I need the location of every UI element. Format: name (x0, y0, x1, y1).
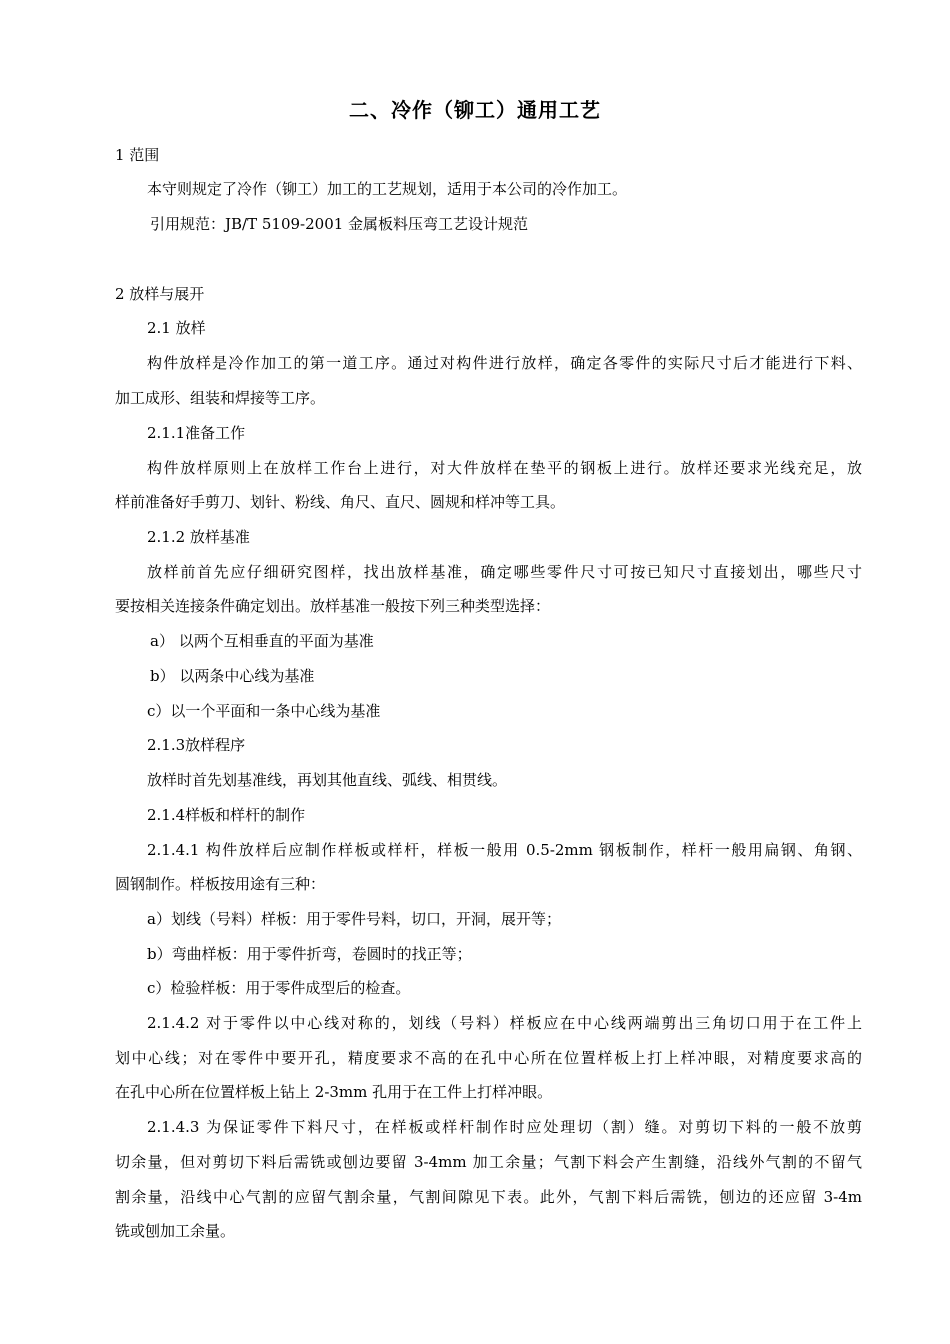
paragraph-line: 构件放样是冷作加工的第一道工序。通过对构件进行放样，确定各零件的实际尺寸后才能进行下料、 (147, 354, 862, 372)
paragraph-line: 本守则规定了冷作（铆工）加工的工艺规划，适用于本公司的冷作加工。 (147, 180, 628, 198)
subsection-heading: 2.1.4样板和样杆的制作 (147, 806, 306, 824)
paragraph-line: 引用规范：JB/T 5109-2001 金属板料压弯工艺设计规范 (150, 215, 529, 233)
subsection-heading: 2.1 放样 (147, 319, 206, 337)
paragraph-line: 要按相关连接条件确定划出。放样基准一般按下列三种类型选择： (115, 597, 551, 615)
paragraph-line: 圆钢制作。样板按用途有三种： (115, 875, 326, 893)
paragraph-line: 划中心线；对在零件中要开孔，精度要求不高的在孔中心所在位置样板上打上样冲眼，对精度要求高的 (115, 1049, 862, 1067)
paragraph-line: 割余量，沿线中心气割的应留气割余量，气割间隙见下表。此外，气割下料后需铣，刨边的还应留 3-4m (115, 1188, 862, 1206)
paragraph-line: 在孔中心所在位置样板上钻上 2-3mm 孔用于在工件上打样冲眼。 (115, 1083, 553, 1101)
list-item: a）划线（号料）样板：用于零件号料，切口，开洞，展开等； (147, 910, 561, 928)
paragraph-line: 2.1.4.1 构件放样后应制作样板或样杆，样板一般用 0.5-2mm 钢板制作，样杆一般用扁钢、角钢、 (147, 841, 862, 859)
paragraph-line: 2.1.4.3 为保证零件下料尺寸，在样板或样杆制作时应处理切（割）缝。对剪切下料的一般不放剪 (147, 1118, 862, 1136)
paragraph-line: 加工成形、组装和焊接等工序。 (115, 389, 326, 407)
document-title: 二、冷作（铆工）通用工艺 (349, 98, 601, 122)
paragraph-line: 铣或刨加工余量。 (115, 1222, 236, 1240)
subsection-heading: 2.1.3放样程序 (147, 736, 246, 754)
section-heading-scope: 1 范围 (115, 146, 160, 164)
list-item: b）弯曲样板：用于零件折弯，卷圆时的找正等； (147, 945, 472, 963)
paragraph-line: 切余量，但对剪切下料后需铣或刨边要留 3-4mm 加工余量；气割下料会产生割缝，沿线外气割的不留气 (115, 1153, 862, 1171)
paragraph-line: 2.1.4.2 对于零件以中心线对称的，划线（号料）样板应在中心线两端剪出三角切口用于在工件上 (147, 1014, 862, 1032)
subsection-heading: 2.1.1准备工作 (147, 424, 246, 442)
list-item: b） 以两条中心线为基准 (150, 667, 315, 685)
subsection-heading: 2.1.2 放样基准 (147, 528, 250, 546)
paragraph-line: 样前准备好手剪刀、划针、粉线、角尺、直尺、圆规和样冲等工具。 (115, 493, 566, 511)
paragraph-line: 放样前首先应仔细研究图样，找出放样基准，确定哪些零件尺寸可按已知尺寸直接划出，哪些尺寸 (147, 563, 862, 581)
paragraph-line: 放样时首先划基准线，再划其他直线、弧线、相贯线。 (147, 771, 508, 789)
list-item: c）检验样板：用于零件成型后的检查。 (147, 979, 411, 997)
list-item: c）以一个平面和一条中心线为基准 (147, 702, 381, 720)
paragraph-line: 构件放样原则上在放样工作台上进行，对大件放样在垫平的钢板上进行。放样还要求光线充足，放 (147, 459, 862, 477)
list-item: a） 以两个互相垂直的平面为基准 (150, 632, 374, 650)
section-heading-layout: 2 放样与展开 (115, 285, 205, 303)
